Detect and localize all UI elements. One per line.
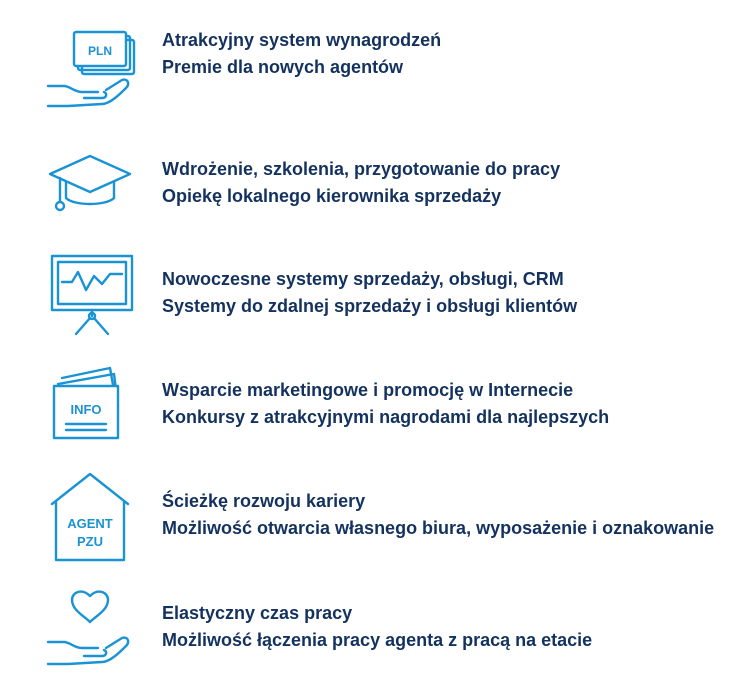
benefit-line-2: Konkursy z atrakcyjnymi nagrodami dla najlepszych bbox=[162, 407, 610, 427]
benefit-line-1: Atrakcyjny system wynagrodzeń bbox=[162, 30, 442, 50]
benefit-line-1: Elastyczny czas pracy bbox=[162, 603, 353, 623]
benefit-line-1: Nowoczesne systemy sprzedaży, obsługi, CRM bbox=[162, 269, 564, 289]
info-leaflets-icon bbox=[44, 362, 136, 454]
benefit-line-1: Wsparcie marketingowe i promocję w Internecie bbox=[162, 380, 574, 400]
svg-text:INFO: INFO bbox=[70, 402, 102, 417]
svg-text:PZU: PZU bbox=[77, 534, 103, 549]
benefit-line-2: Możliwość łączenia pracy agenta z pracą na etacie bbox=[162, 630, 593, 650]
banknotes-hand-icon bbox=[44, 20, 136, 112]
svg-text:AGENT: AGENT bbox=[67, 516, 113, 531]
benefit-line-2: Możliwość otwarcia własnego biura, wyposażenie i oznakowanie bbox=[162, 518, 715, 538]
svg-text:PLN: PLN bbox=[88, 44, 112, 58]
heart-hand-icon bbox=[44, 588, 136, 680]
benefit-line-1: Wdrożenie, szkolenia, przygotowanie do pracy bbox=[162, 159, 561, 179]
presentation-board-icon bbox=[44, 250, 136, 342]
benefit-line-2: Opiekę lokalnego kierownika sprzedaży bbox=[162, 186, 502, 206]
benefit-line-2: Systemy do zdalnej sprzedaży i obsługi klientów bbox=[162, 296, 578, 316]
benefit-line-1: Ścieżkę rozwoju kariery bbox=[162, 491, 366, 511]
benefit-line-2: Premie dla nowych agentów bbox=[162, 57, 404, 77]
agent-house-icon bbox=[44, 472, 136, 564]
graduation-cap-icon bbox=[44, 150, 136, 242]
